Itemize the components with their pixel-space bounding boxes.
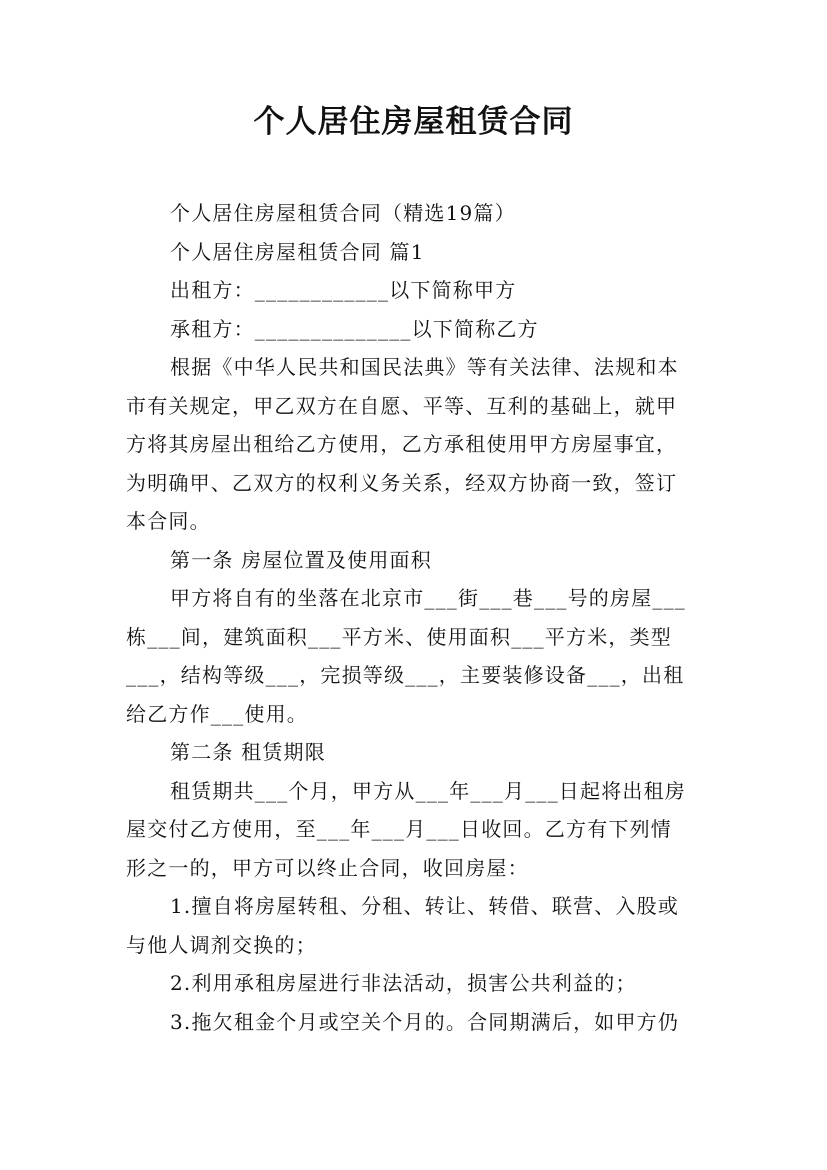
text-line: 市有关规定，甲乙双方在自愿、平等、互利的基础上，就甲: [126, 393, 678, 418]
text-line: 个人居住房屋租赁合同（精选19篇）: [170, 201, 516, 225]
text-line: 与他人调剂交换的；: [126, 932, 317, 957]
text-line: 出租方：____________以下简称甲方: [170, 278, 517, 302]
text-line: 租赁期共___个月，甲方从___年___月___日起将出租房: [170, 778, 686, 803]
text-line: 屋交付乙方使用，至___年___月___日收回。乙方有下列情: [126, 817, 672, 841]
text-line: 个人居住房屋租赁合同 篇1: [170, 239, 425, 264]
document-body: [126, 194, 706, 1041]
text-line: 为明确甲、乙双方的权利义务关系，经双方协商一致，签订: [126, 470, 678, 495]
text-line: 根据《中华人民共和国民法典》等有关法律、法规和本: [170, 355, 679, 379]
text-line: 栋___间，建筑面积___平方米、使用面积___平方米，类型: [126, 624, 672, 649]
text-line: 甲方将自有的坐落在北京市___街___巷___号的房屋___: [170, 586, 686, 610]
text-line: 第二条 租赁期限: [170, 740, 326, 764]
text-line: 承租方：______________以下简称乙方: [170, 316, 539, 341]
text-line: 3.拖欠租金个月或空关个月的。合同期满后，如甲方仍: [170, 1009, 680, 1034]
text-line: 1.擅自将房屋转租、分租、转让、转借、联营、入股或: [170, 894, 680, 918]
text-line: 给乙方作___使用。: [126, 701, 308, 726]
text-line: 形之一的，甲方可以终止合同，收回房屋：: [126, 855, 529, 880]
text-line: 第一条 房屋位置及使用面积: [170, 547, 432, 572]
text-line: 方将其房屋出租给乙方使用，乙方承租使用甲方房屋事宜，: [126, 432, 678, 456]
text-line: ___，结构等级___，完损等级___，主要装修设备___，出租: [126, 663, 685, 687]
document-title: 个人居住房屋租赁合同: [253, 104, 574, 140]
text-line: 2.利用承租房屋进行非法活动，损害公共利益的；: [170, 971, 637, 995]
text-line: 本合同。: [126, 509, 211, 533]
